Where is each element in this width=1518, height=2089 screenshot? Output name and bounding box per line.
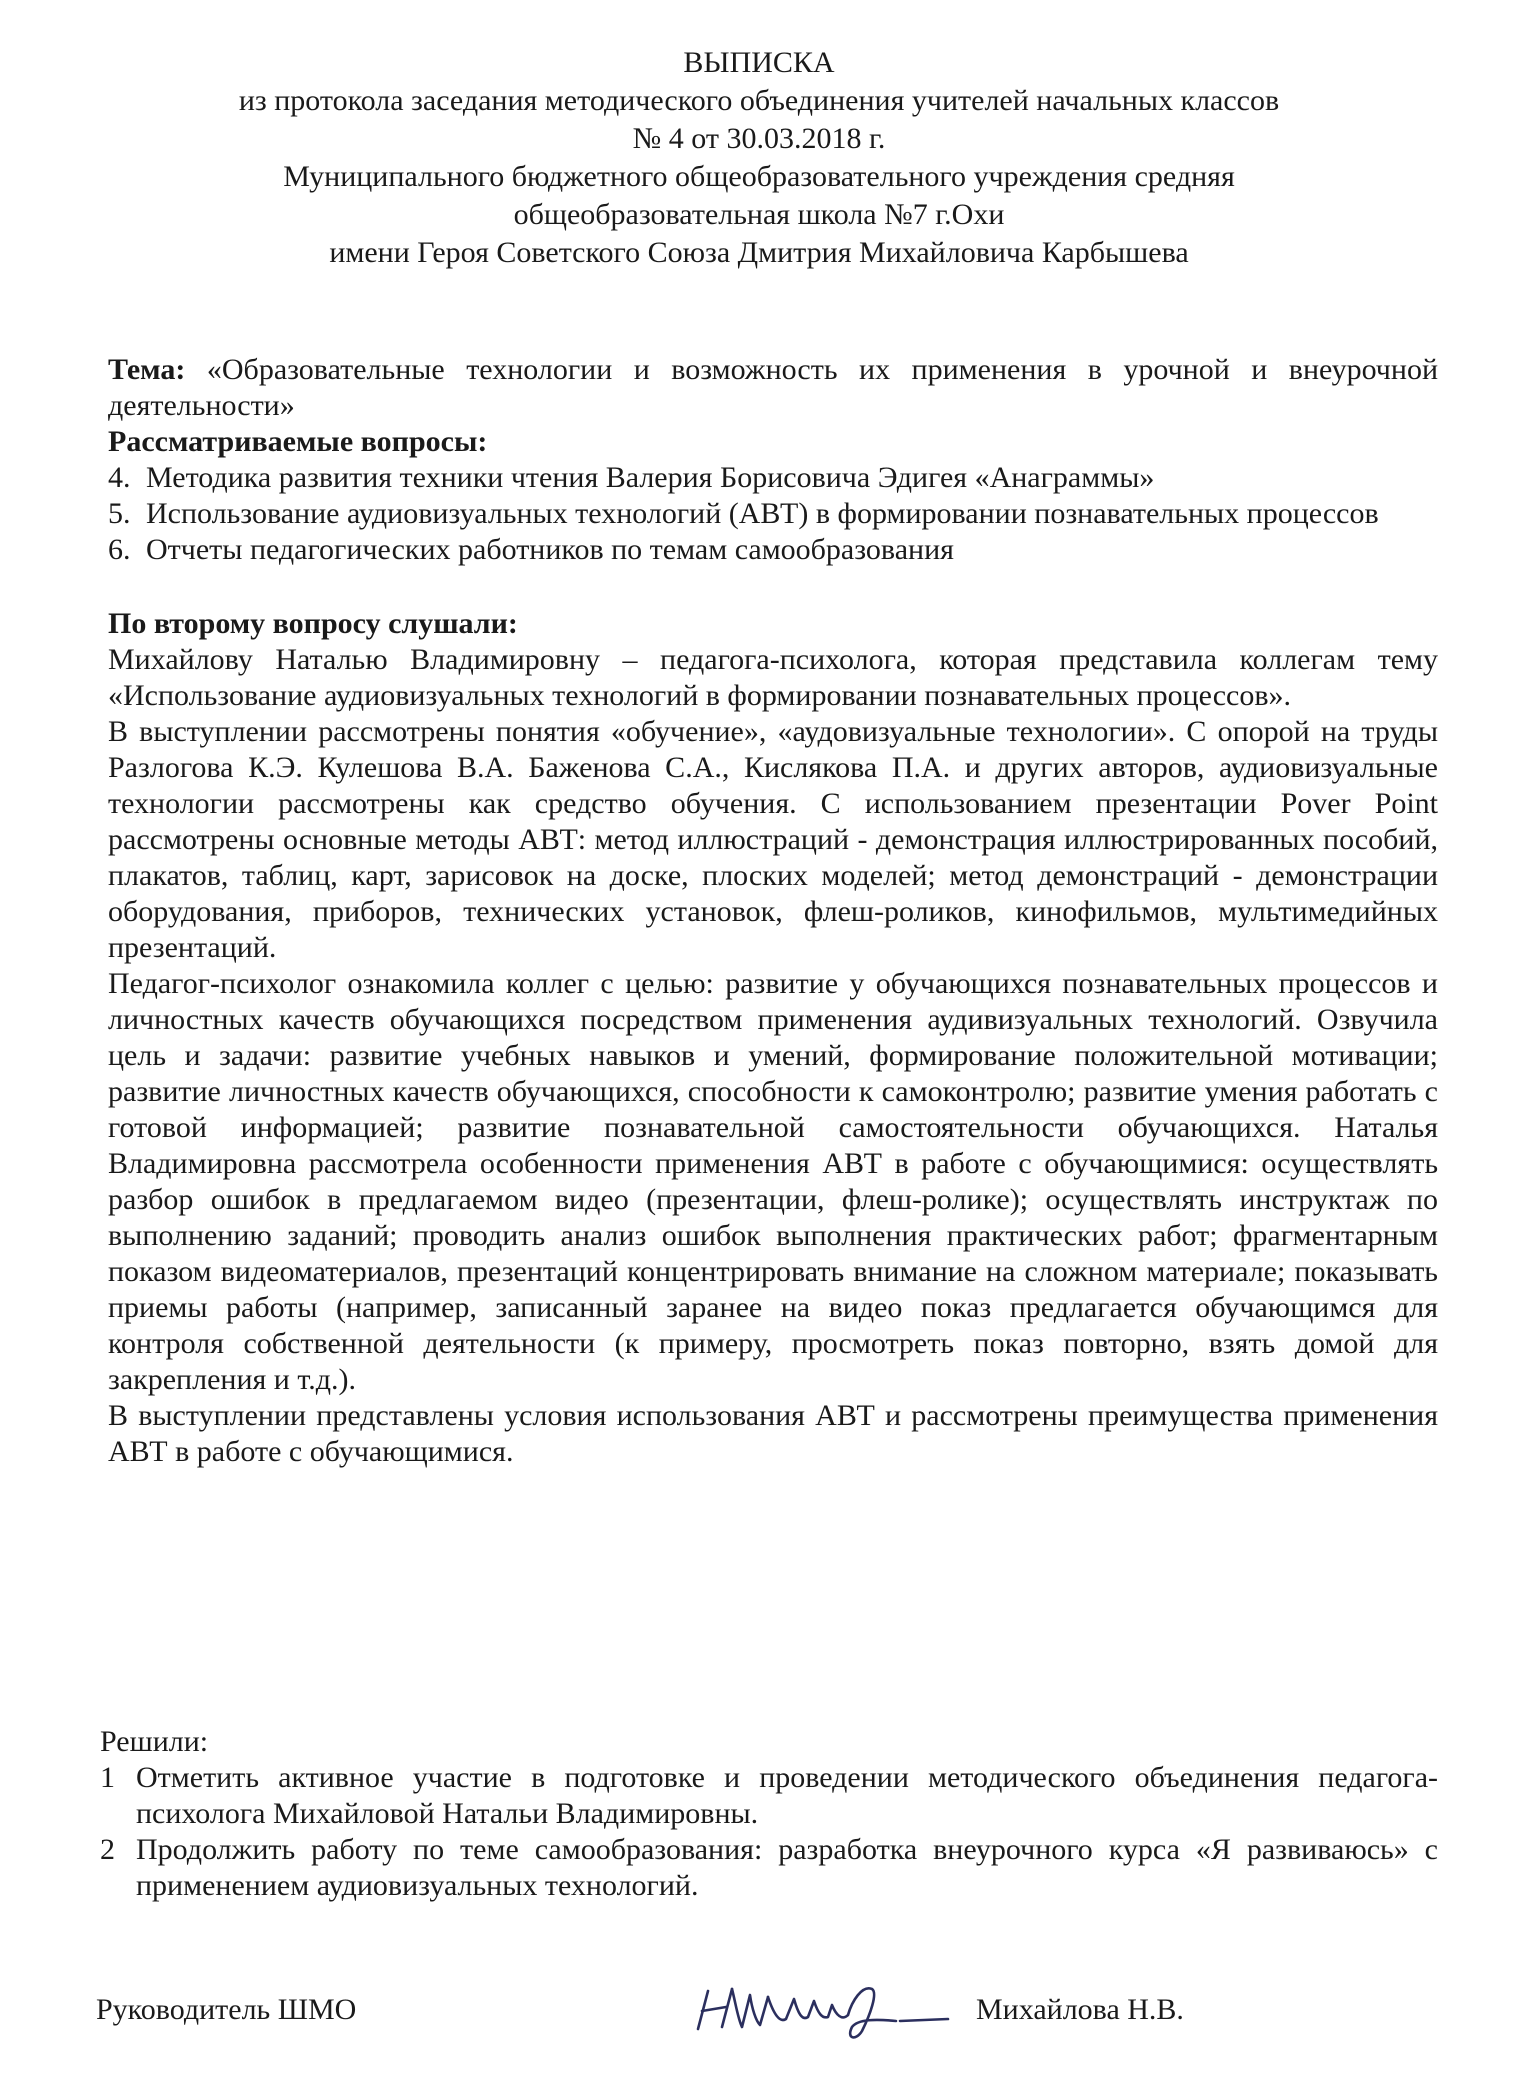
list-item-number: 4.	[108, 461, 131, 494]
list-item-number: 5.	[108, 497, 131, 530]
document-body	[108, 352, 1438, 1470]
institution-line-1: Муниципального бюджетного общеобразовательного учреждения средняя	[283, 160, 1235, 193]
decision-section	[100, 1724, 1438, 1904]
topic	[108, 352, 1438, 424]
list-item-text: Использование аудиовизуальных технологий (АВТ) в формировании познавательных процессов	[146, 497, 1379, 530]
paragraph: В выступлении представлены условия использования АВТ и рассмотрены преимущества применения АВТ в работе с обучающимися.	[108, 1399, 1438, 1468]
signature-block	[96, 1985, 1436, 2045]
heard-heading: По второму вопросу слушали:	[108, 607, 518, 640]
document-header	[60, 44, 1458, 272]
list-item	[108, 532, 1438, 568]
list-item	[100, 1760, 1438, 1832]
list-item-text: Продолжить работу по теме самообразования: разработка внеурочного курса «Я развиваюсь» с применением аудиовизуальных технологий.	[136, 1833, 1438, 1902]
paragraph: Педагог-психолог ознакомила коллег с целью: развитие у обучающихся познавательных процессов и личностных качеств обучающихся посредством применения аудивизуальных технологий. Озвучила цель и задачи: развитие учебных навыков и умений, формирование положительной мотивации; развитие личностных качеств обучающихся, способности к самоконтролю; развитие умения работать с готовой информацией; развитие познавательной самостоятельности обучающихся. Наталья Владимировна рассмотрела особенности применения АВТ в работе с обучающимися: осуществлять разбор ошибок в предлагаемом видео (презентации, флеш-ролике); осуществлять инструктаж по выполнению заданий; проводить анализ ошибок выполнения практических работ; фрагментарным показом видеоматериалов, презентаций концентрировать внимание на сложном материале; показывать приемы работы (например, записанный заранее на видео показ предлагается обучающимся для контроля собственной деятельности (к примеру, просмотреть показ повторно, взять домой для закрепления и т.д.).	[108, 967, 1438, 1396]
list-item-text: Методика развития техники чтения Валерия Борисовича Эдигея «Анаграммы»	[146, 461, 1155, 494]
list-item	[100, 1832, 1438, 1904]
list-item-number: 1	[100, 1761, 115, 1794]
institution-line-3: имени Героя Советского Союза Дмитрия Михайловича Карбышева	[329, 236, 1189, 269]
document-subtitle: из протокола заседания методического объединения учителей начальных классов	[238, 84, 1280, 117]
questions-list	[108, 460, 1438, 568]
protocol-number: № 4 от 30.03.2018 г.	[632, 122, 886, 155]
list-item-number: 2	[100, 1833, 115, 1866]
list-item	[108, 460, 1438, 496]
list-item-number: 6.	[108, 533, 131, 566]
decision-list	[100, 1760, 1438, 1904]
list-item-text: Отметить активное участие в подготовке и проведении методического объединения педагога-психолога Михайловой Натальи Владимировны.	[136, 1761, 1438, 1830]
document-title: ВЫПИСКА	[683, 46, 835, 79]
list-item-text: Отчеты педагогических работников по темам самообразования	[146, 533, 954, 566]
topic-label: Тема:	[108, 353, 186, 386]
signatory-name: Михайлова Н.В.	[976, 1993, 1184, 2026]
decided-heading: Решили:	[100, 1725, 209, 1758]
paragraph: Михайлову Наталью Владимировну – педагога-психолога, которая представила коллегам тему «Использование аудиовизуальных технологий в формировании познавательных процессов».	[108, 643, 1438, 712]
topic-text: «Образовательные технологии и возможность их применения в урочной и внеурочной деятельности»	[108, 353, 1438, 422]
handwritten-signature	[686, 1975, 986, 2045]
list-item	[108, 496, 1438, 532]
institution-line-2: общеобразовательная школа №7 г.Охи	[513, 198, 1005, 231]
paragraph: В выступлении рассмотрены понятия «обучение», «аудовизуальные технологии». С опорой на труды Разлогова К.Э. Кулешова В.А. Баженова С.А., Кислякова П.А. и других авторов, аудиовизуальные технологии рассмотрены как средство обучения. С использованием презентации Pover Point рассмотрены основные методы АВТ: метод иллюстраций - демонстрация иллюстрированных пособий, плакатов, таблиц, карт, зарисовок на доске, плоских моделей; метод демонстраций - демонстрации оборудования, приборов, технических установок, флеш-роликов, кинофильмов, мультимедийных презентаций.	[108, 715, 1438, 964]
signatory-role: Руководитель ШМО	[96, 1993, 357, 2026]
questions-heading: Рассматриваемые вопросы:	[108, 425, 488, 458]
